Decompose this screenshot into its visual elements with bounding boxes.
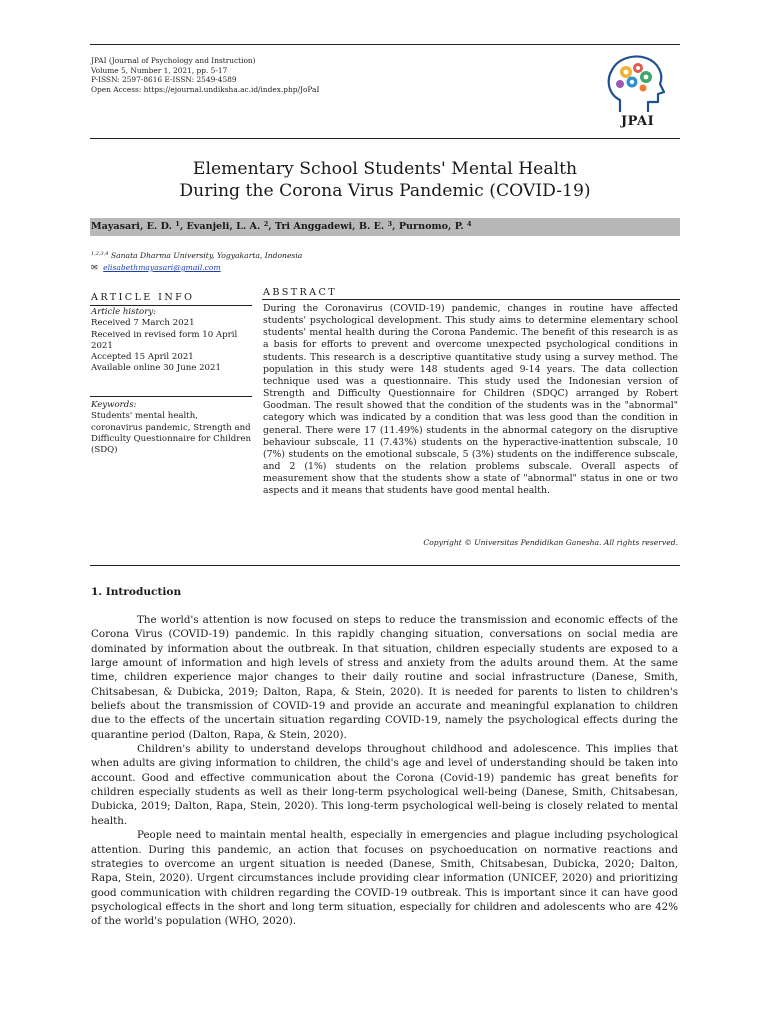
corresponding-email [91,263,221,272]
jpai-logo-text: JPAI [621,114,655,129]
keywords-block [91,400,251,456]
envelope-icon: ✉ [91,263,98,272]
affiliation-text: Sanata Dharma University, Yogyakarta, Indonesia [110,251,303,260]
journal-url[interactable]: Open Access: https://ejournal.undiksha.ac.id/index.php/JoPaI [91,84,320,94]
author-name: Mayasari, E. D. [91,221,172,232]
author-name: Purnomo, P. [398,221,464,232]
article-title [90,158,680,202]
email-link[interactable]: elisabethmayasari@gmail.com [103,263,221,272]
author-affiliation-number: 1 [175,220,180,228]
affiliation [91,251,302,260]
introduction-body [91,613,678,929]
author-name: Evanjeli, L. A. [186,221,261,232]
article-history [91,307,251,375]
accepted-date: Accepted 15 April 2021 [91,352,194,363]
abstract-text: During the Coronavirus (COVID-19) pandemic, changes in routine have affected students' psychological development. This study aims to determine elementary school students' mental health during the Corona Pandemic. The benefit of this research is as a basis for efforts to prevent and overcome unexpected psychological conditions in students. This research is a descriptive quantitative study using a survey method. The population in this study were 148 students aged 9-14 years. The data collection technique used was a questionnaire. This study used the Indonesian version of Strength and Difficulty Questionnaire for Children (SDQC) arranged by Robert Goodman. The result showed that the condition of the students was in the "abnormal" category which was indicated by a condition that was less good than the condition in general. There were 17 (11.49%) students in the abnormal category on the disruptive behaviour subscale, 11 (7.43%) students on the hyperactive-inattention subscale, 10 (7%) students on the emotional subscale, 5 (3%) students on the indifference subscale, and 2 (1%) students on the relation problems subscale. Overall aspects of measurement show that the students show a state of "abnormal" status in one or two aspects and it means that students have good mental health. [263,303,678,497]
header-top-rule [90,44,680,45]
abstract-bottom-rule [90,565,680,566]
article-info-rule [90,305,252,306]
jpai-head-logo-icon [598,50,678,120]
journal-name: JPAI (Journal of Psychology and Instruction) [91,56,256,65]
keywords-rule [90,396,252,397]
author-affiliation-number: 4 [467,220,472,228]
introduction-paragraph-3: People need to maintain mental health, especially in emergencies and plague including psychological attention. During this pandemic, an action that focuses on psychoeducation on normative reactions and strategies to overcome an urgent situation is needed (Danese, Smith, Chitsabesan, Dubicka, 2020; Dalton, Rapa, Stein, 2020). Urgent circumstances include providing clear information (UNICEF, 2020) and prioritizing good communication with children regarding the COVID-19 outbreak. This is important since it can have good psychological effects in the short and long term situation, especially for children and adolescents who are 42% of the world's population (WHO, 2020). [91,829,678,928]
title-line-2: During the Corona Virus Pandemic (COVID-19) [179,181,591,201]
introduction-paragraph-2: Children's ability to understand develops throughout childhood and adolescence. This implies that when adults are giving information to children, the child's age and level of understanding should be taken into account. Good and effective communication about the Corona (Covid-19) pandemic has great benefits for children especially students as well as their long-term psychological well-being (Danese, Smith, Chitsabesan, Dubicka, 2019; Dalton, Rapa, Stein, 2020). This long-term psychological well-being is closely related to mental health. [91,743,678,827]
title-line-1: Elementary School Students' Mental Health [192,159,578,179]
received-date: Received 7 March 2021 [91,318,195,329]
journal-issn: P-ISSN: 2597-8616 E-ISSN: 2549-4589 [91,75,237,85]
introduction-paragraph-1: The world's attention is now focused on steps to reduce the transmission and economic effects of the Corona Virus (COVID-19) pandemic. In this rapidly changing situation, conversations on social media are dominated by information about the outbreak. In that situation, children especially students are exposed to a large amount of information and high levels of stress and anxiety from the adults around them. At the same time, children experience major changes to their daily routine and social infrastructure (Danese, Smith, Chitsabesan, & Dubicka, 2019; Dalton, Rapa, & Stein, 2020). It is needed for parents to listen to children's beliefs about the transmission of COVID-19 and provide an accurate and meaningful explanation to children due to the effects of the uncertain situation regarding COVID-19, namely the psychological effects during the quarantine period (Dalton, Rapa, & Stein, 2020). [91,614,678,741]
abstract-heading: ABSTRACT [263,287,338,298]
revised-date: Received in revised form 10 April 2021 [91,329,238,351]
author-name: Tri Anggadewi, B. E. [274,221,385,232]
author-affiliation-number: 2 [263,220,269,228]
introduction-heading: 1. Introduction [91,586,182,598]
affiliation-numbers: 1,2,3,4 [91,251,109,257]
journal-volume: Volume 5, Number 1, 2021, pp. 5-17 [91,65,228,75]
author-list: Mayasari, E. D. $^1$, Evanjeli, L. A. $^2$, Tri Anggadewi, B. E. $^3$, Purnomo, P. $^4$ [90,218,680,236]
header-bottom-rule [90,138,680,139]
abstract-rule [262,299,680,300]
journal-metadata [91,56,319,94]
keywords-label: Keywords: [91,400,137,410]
copyright-notice: Copyright © Universitas Pendidikan Ganesha. All rights reserved. [423,538,678,547]
article-info-heading: ARTICLE INFO [91,292,195,303]
online-date: Available online 30 June 2021 [91,363,221,374]
keywords-text: Students' mental health, coronavirus pandemic, Strength and Difficulty Questionnaire for Children (SDQ) [91,411,251,456]
history-label: Article history: [91,307,157,317]
author-affiliation-number: 3 [387,220,393,228]
